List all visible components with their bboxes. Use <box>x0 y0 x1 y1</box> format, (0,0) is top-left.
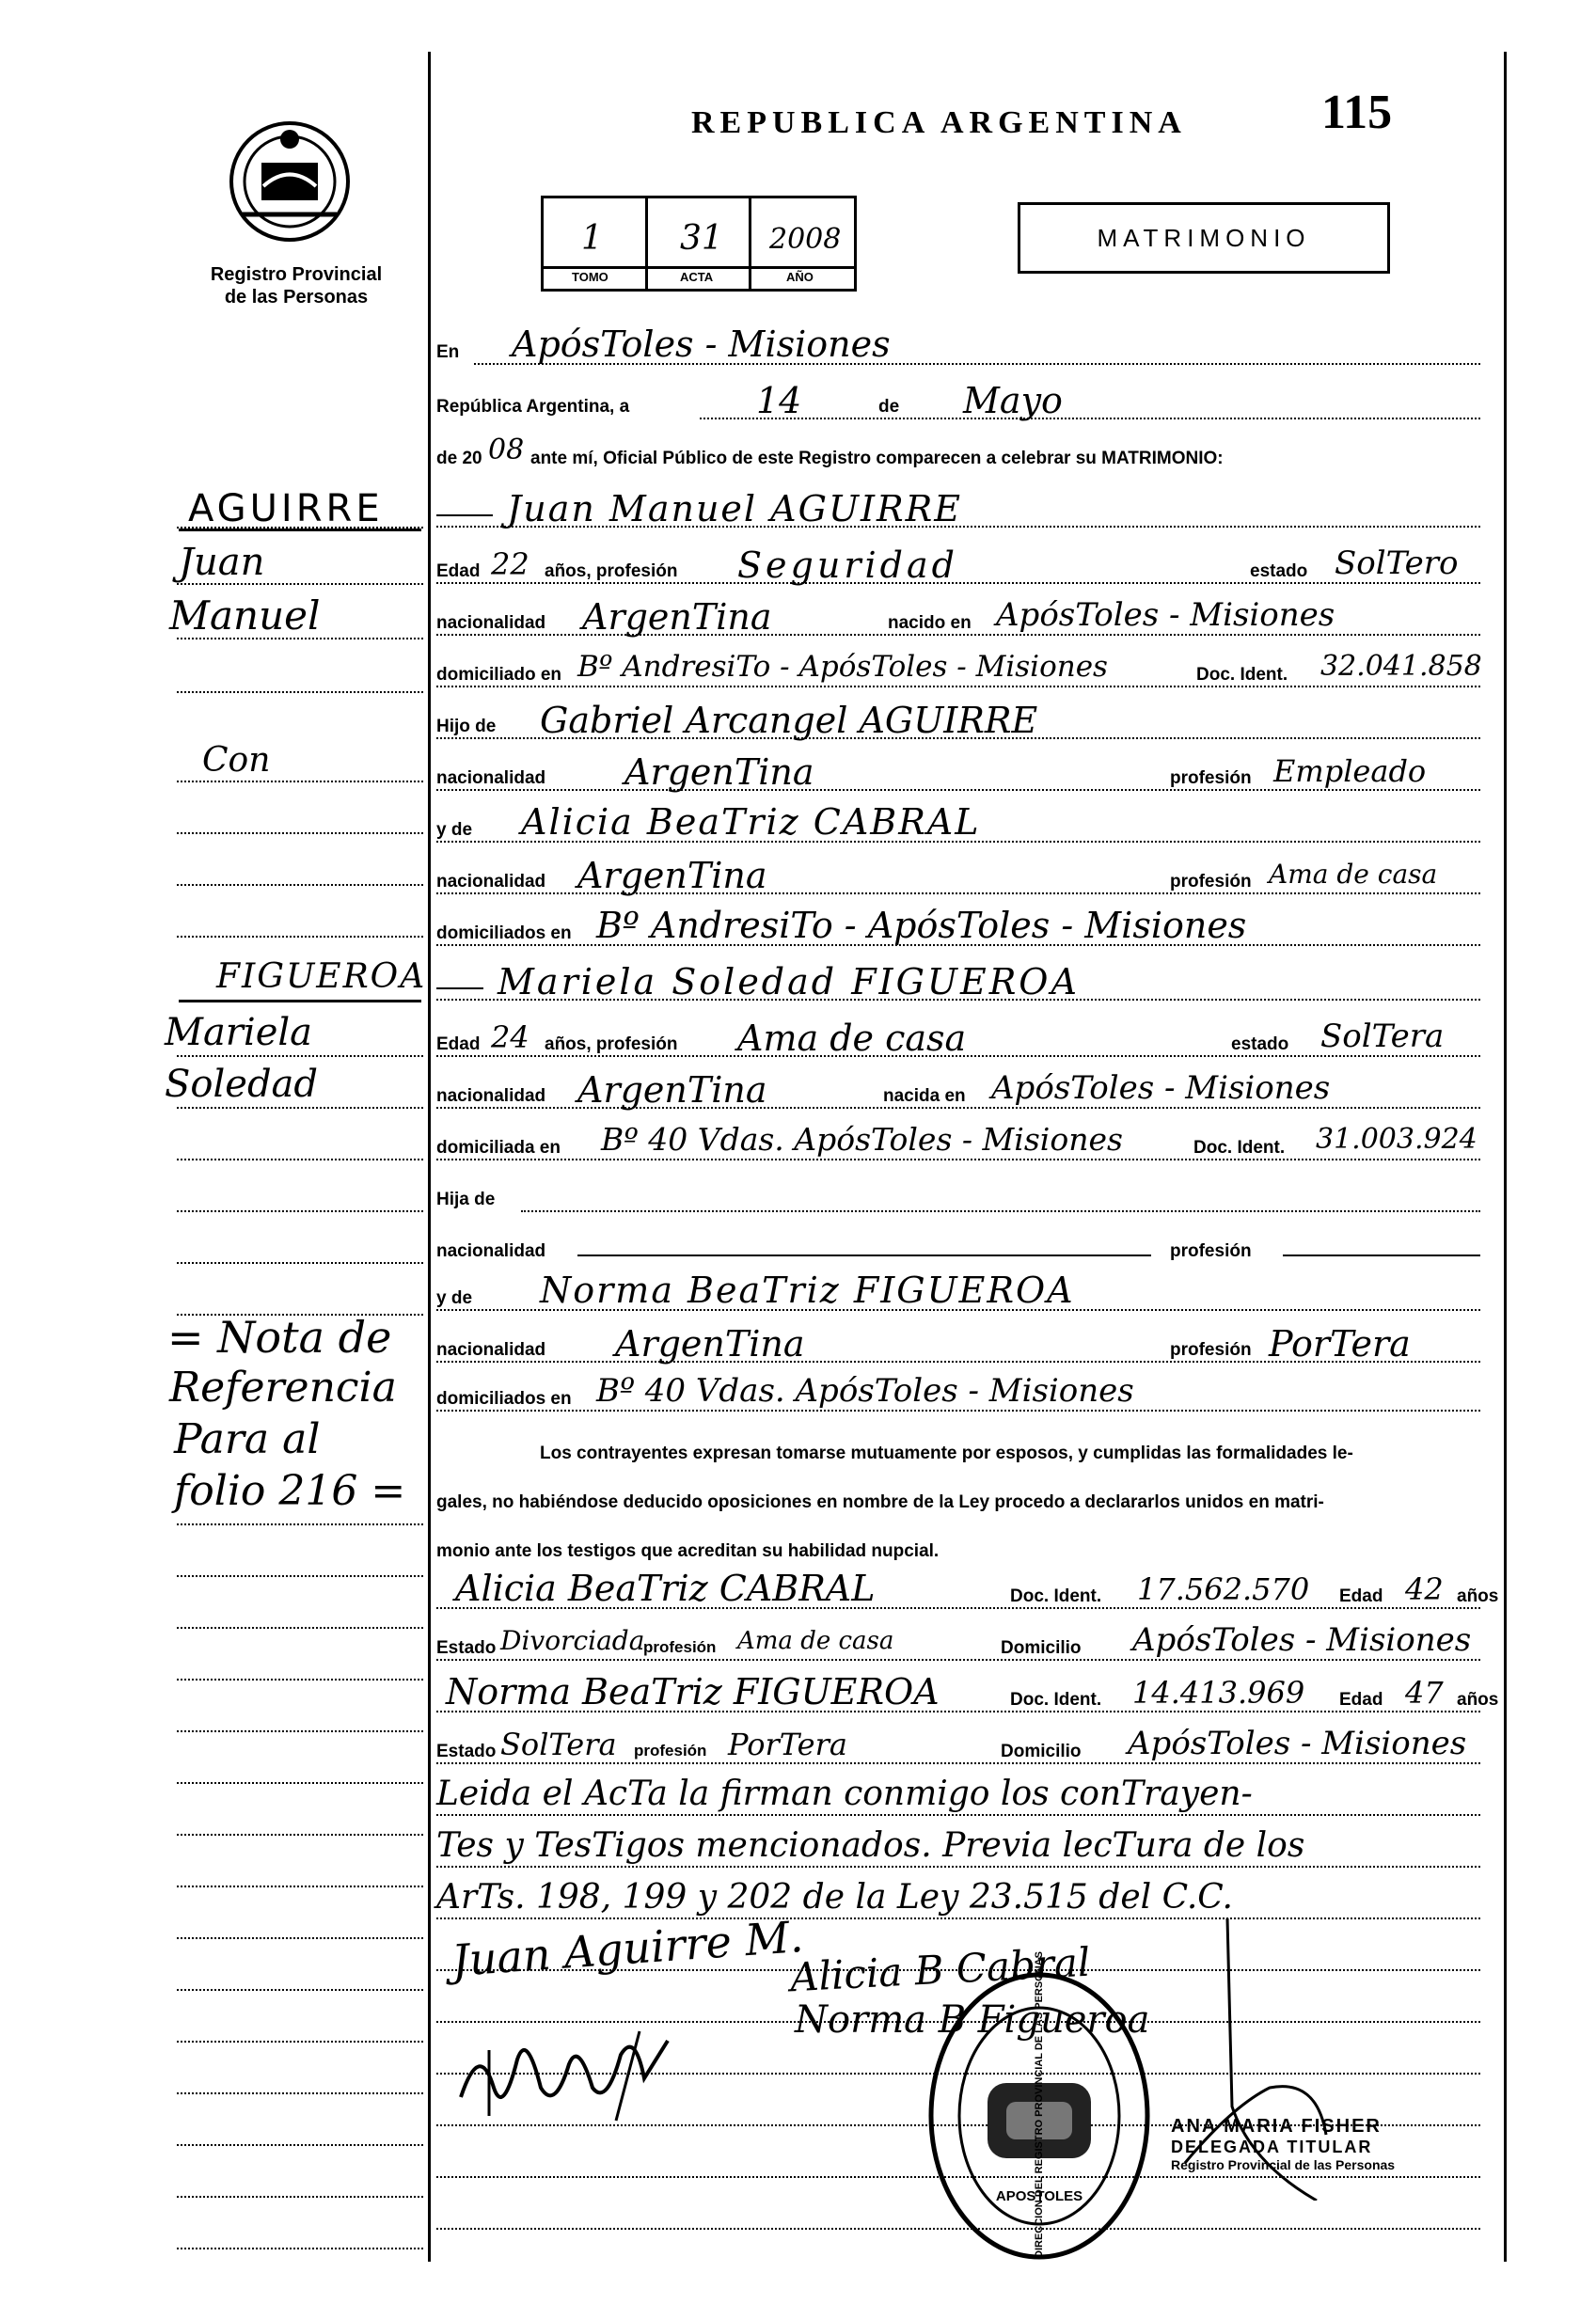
groom-nacido-label: nacido en <box>888 613 972 633</box>
registry-line1: Registro Provincial <box>210 264 383 285</box>
bride-father-prof-label: profesión <box>1170 1241 1252 1261</box>
witness1-doc: 17.562.570 <box>1137 1571 1310 1607</box>
witness1-anos-label: años <box>1457 1586 1499 1606</box>
bride-parents-domicile: Bº 40 Vdas. ApósToles - Misiones <box>596 1372 1134 1410</box>
margin-bride-surname: FIGUEROA <box>216 957 427 996</box>
groom-estado: SolTero <box>1335 544 1459 582</box>
witness2-estado: SolTera <box>500 1727 617 1762</box>
bride-estado: SolTera <box>1320 1018 1445 1055</box>
witness1-estado-label: Estado <box>436 1638 497 1658</box>
official-title: DELEGADA TITULAR <box>1171 2138 1373 2156</box>
margin-groom-name1: Juan <box>179 541 265 584</box>
record-type: MATRIMONIO <box>1097 224 1311 252</box>
father-profession: Empleado <box>1273 753 1427 789</box>
bride-signature-icon <box>451 2022 677 2125</box>
bride-mother-profession: PorTera <box>1269 1323 1411 1365</box>
groom-mother: Alicia BeaTriz CABRAL <box>521 801 981 843</box>
witness2-prof-label: profesión <box>634 1742 707 1760</box>
bride-nac-label: nacionalidad <box>436 1086 546 1106</box>
mother-prof-label: profesión <box>1170 872 1252 892</box>
witness1-prof-label: profesión <box>643 1638 717 1656</box>
closing-line3: ArTs. 198, 199 y 202 de la Ley 23.515 del C.C. <box>436 1878 1233 1917</box>
bride-full-name: Mariela Soledad FIGUEROA <box>498 961 1080 1002</box>
volume-box <box>541 196 857 292</box>
margin-note-line1: = Nota de <box>167 1312 392 1363</box>
bride-estado-label: estado <box>1231 1034 1289 1054</box>
bride-hija-label: Hija de <box>436 1190 496 1209</box>
bride-domicile: Bº 40 Vdas. ApósToles - Misiones <box>601 1121 1123 1158</box>
witness1-edad-label: Edad <box>1339 1586 1383 1606</box>
groom-yde-label: y de <box>436 820 473 840</box>
official-stamp <box>1171 2116 1481 2172</box>
registry-name <box>179 263 414 308</box>
margin-bride-name2: Soledad <box>165 1063 319 1106</box>
margin-note-line4: folio 216 = <box>174 1467 406 1515</box>
groom-estado-label: estado <box>1250 561 1308 581</box>
en-label: En <box>436 342 460 362</box>
groom-profession: Seguridad <box>737 544 958 586</box>
official-seal <box>926 1951 1152 2262</box>
margin-divider-line <box>428 52 431 2262</box>
witness1-age: 42 <box>1405 1571 1444 1607</box>
groom-father: Gabriel Arcangel AGUIRRE <box>540 700 1038 741</box>
bride-anos-label: años, profesión <box>545 1034 678 1054</box>
closing-line1: Leida el AcTa la firman conmigo los conTrayen- <box>436 1775 1253 1813</box>
coat-of-arms-icon <box>224 111 356 252</box>
bride-parents-dom-label: domiciliados en <box>436 1389 572 1409</box>
witness2-name: Norma BeaTriz FIGUEROA <box>446 1671 940 1712</box>
day-value: 14 <box>756 380 802 421</box>
place-value: ApósToles - Misiones <box>512 324 891 365</box>
acta-value: 31 <box>680 219 723 258</box>
father-prof-label: profesión <box>1170 768 1252 788</box>
parents-domicile: Bº AndresiTo - ApósToles - Misiones <box>596 905 1247 946</box>
right-border-line <box>1504 52 1507 2262</box>
seal-city: APOSTOLES <box>995 2188 1083 2204</box>
bride-mother-nationality: ArgenTina <box>615 1323 805 1365</box>
witness2-dom-label: Domicilio <box>1001 1742 1082 1761</box>
witness1-estado: Divorciada <box>500 1625 645 1656</box>
witness1-name: Alicia BeaTriz CABRAL <box>455 1568 876 1609</box>
de-label: de <box>878 397 900 417</box>
groom-edad-label: Edad <box>436 561 481 581</box>
father-nac-label: nacionalidad <box>436 768 546 788</box>
groom-doc-label: Doc. Ident. <box>1196 665 1288 685</box>
year-suffix: 08 <box>488 434 525 466</box>
witness2-doc: 14.413.969 <box>1132 1675 1305 1711</box>
bride-father-nac-label: nacionalidad <box>436 1241 546 1261</box>
record-type-box <box>1018 202 1390 274</box>
bride-nacida-label: nacida en <box>883 1086 966 1106</box>
ano-label: AÑO <box>786 270 814 284</box>
groom-signature: Juan Aguirre M. <box>450 1911 805 1986</box>
witness2-doc-label: Doc. Ident. <box>1010 1690 1102 1710</box>
bride-mother-nac-label: nacionalidad <box>436 1340 546 1360</box>
groom-age: 22 <box>491 546 529 582</box>
ano-value: 2008 <box>769 223 842 256</box>
bride-mother: Norma BeaTriz FIGUEROA <box>540 1270 1075 1311</box>
witness2-edad-label: Edad <box>1339 1690 1383 1710</box>
groom-domicile: Bº AndresiTo - ApósToles - Misiones <box>577 650 1108 684</box>
witness1-doc-label: Doc. Ident. <box>1010 1586 1102 1606</box>
witness1-profession: Ama de casa <box>737 1627 894 1655</box>
witness2-age: 47 <box>1405 1675 1444 1711</box>
witness1-signature: Alicia B Cabral <box>788 1938 1092 2001</box>
country-title: REPUBLICA ARGENTINA <box>691 105 1187 140</box>
tomo-label: TOMO <box>572 270 608 284</box>
year-prefix: de 20 <box>436 449 482 468</box>
bride-dom-label: domiciliada en <box>436 1138 561 1158</box>
declaration-line1: Los contrayentes expresan tomarse mutuamente por esposos, y cumplidas las formalidades le- <box>540 1444 1353 1463</box>
witness1-domicile: ApósToles - Misiones <box>1132 1621 1472 1659</box>
witness2-anos-label: años <box>1457 1690 1499 1710</box>
acta-label: ACTA <box>680 270 714 284</box>
groom-hijo-label: Hijo de <box>436 717 497 736</box>
bride-yde-label: y de <box>436 1288 473 1308</box>
groom-doc: 32.041.858 <box>1320 650 1482 683</box>
witness2-signature: Norma B Figueroa <box>795 1998 1150 2042</box>
margin-bride-name1: Mariela <box>165 1011 313 1054</box>
seal-text: DIRECCION DEL REGISTRO PROVINCIAL DE LAS PERSONAS <box>1034 1951 1045 2258</box>
margin-groom-name2: Manuel <box>169 592 321 639</box>
bride-age: 24 <box>491 1019 529 1055</box>
groom-full-name: Juan Manuel AGUIRRE <box>507 488 962 529</box>
rep-label: República Argentina, a <box>436 397 630 417</box>
bride-edad-label: Edad <box>436 1034 481 1054</box>
statement-text: ante mí, Oficial Público de este Registro comparecen a celebrar su MATRIMONIO: <box>530 449 1224 468</box>
father-nationality: ArgenTina <box>624 751 814 793</box>
declaration-line2: gales, no habiéndose deducido oposiciones en nombre de la Ley procedo a declararlos unidos en matri- <box>436 1492 1324 1512</box>
groom-nationality: ArgenTina <box>582 596 772 638</box>
bride-doc: 31.003.924 <box>1316 1123 1477 1156</box>
witness2-domicile: ApósToles - Misiones <box>1128 1725 1467 1762</box>
declaration-line3: monio ante los testigos que acreditan su habilidad nupcial. <box>436 1541 940 1561</box>
groom-nac-label: nacionalidad <box>436 613 546 633</box>
official-name: ANA MARIA FISHER <box>1171 2116 1382 2137</box>
margin-note-line3: Para al <box>174 1415 321 1463</box>
margin-note-line2: Referencia <box>169 1364 397 1412</box>
official-office: Registro Provincial de las Personas <box>1171 2157 1396 2172</box>
bride-mother-prof-label: profesión <box>1170 1340 1252 1360</box>
closing-line2: Tes y TesTigos mencionados. Previa lecTura de los <box>436 1826 1305 1865</box>
month-value: Mayo <box>963 380 1063 421</box>
declaration-text <box>436 1429 1490 1576</box>
witness1-dom-label: Domicilio <box>1001 1638 1082 1658</box>
registry-line2: de las Personas <box>224 287 369 308</box>
mother-nationality: ArgenTina <box>577 855 767 896</box>
bride-birthplace: ApósToles - Misiones <box>991 1069 1331 1107</box>
parents-dom-label: domiciliados en <box>436 923 572 943</box>
witness2-estado-label: Estado <box>436 1742 497 1761</box>
tomo-value: 1 <box>581 219 603 258</box>
groom-dom-label: domiciliado en <box>436 665 562 685</box>
margin-con: Con <box>202 741 271 780</box>
bride-profession: Ama de casa <box>737 1018 967 1059</box>
margin-groom-surname: AGUIRRE <box>188 487 384 530</box>
groom-anos-label: años, profesión <box>545 561 678 581</box>
mother-nac-label: nacionalidad <box>436 872 546 892</box>
bride-nationality: ArgenTina <box>577 1069 767 1111</box>
witness2-profession: PorTera <box>728 1727 847 1762</box>
groom-birthplace: ApósToles - Misiones <box>996 596 1335 634</box>
mother-profession: Ama de casa <box>1269 859 1438 890</box>
bride-doc-label: Doc. Ident. <box>1193 1138 1286 1158</box>
page-number: 115 <box>1321 86 1393 139</box>
